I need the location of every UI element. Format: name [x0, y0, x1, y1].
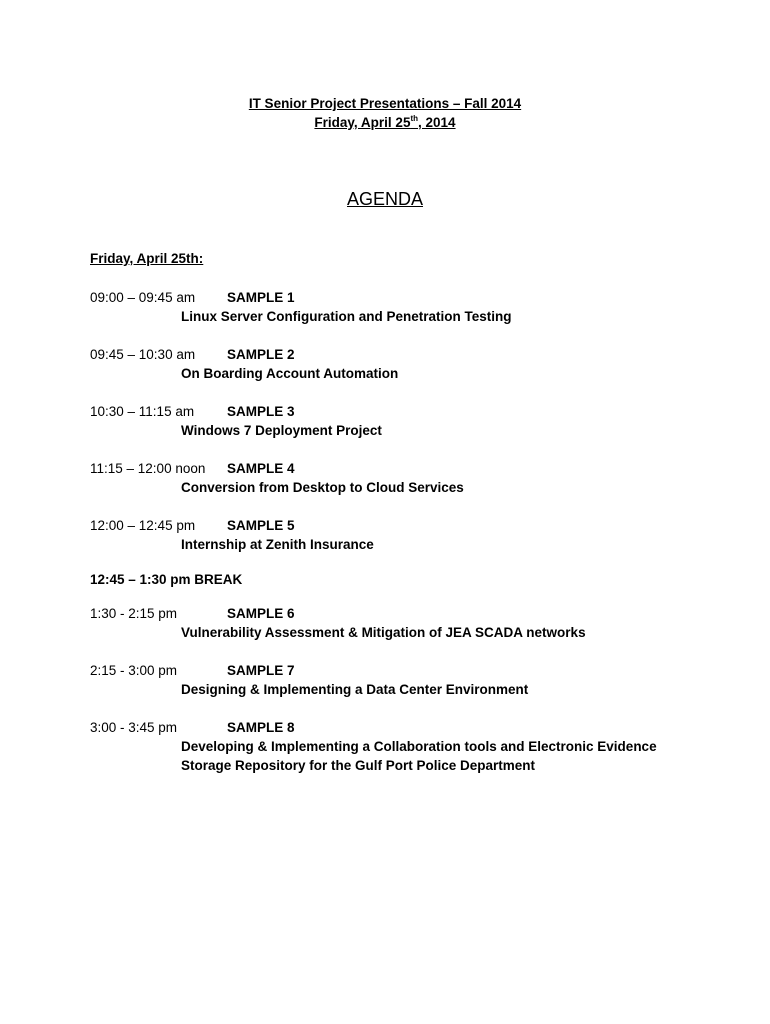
- session-sample: SAMPLE 1: [227, 290, 295, 305]
- agenda-title: AGENDA: [346, 189, 424, 209]
- session-time: 09:00 – 09:45 am: [90, 290, 196, 305]
- session-title: Developing & Implementing a Collaboration tools and Electronic Evidence: [181, 739, 657, 754]
- break-line: 12:45 – 1:30 pm BREAK: [90, 572, 243, 587]
- day-heading: Friday, April 25th:: [90, 251, 204, 266]
- session-sample: SAMPLE 8: [227, 720, 295, 735]
- session-title: Designing & Implementing a Data Center Environment: [181, 682, 529, 697]
- header-date-prefix: Friday, April 25: [314, 115, 411, 130]
- session-time: 2:15 - 3:00 pm: [90, 663, 178, 678]
- session-title: Internship at Zenith Insurance: [181, 537, 374, 552]
- session-sample: SAMPLE 7: [227, 663, 295, 678]
- session-title: On Boarding Account Automation: [181, 366, 399, 381]
- session-title-continued: Storage Repository for the Gulf Port Police Department: [181, 758, 536, 773]
- session-sample: SAMPLE 4: [227, 461, 295, 476]
- session-time: 09:45 – 10:30 am: [90, 347, 196, 362]
- session-sample: SAMPLE 3: [227, 404, 295, 419]
- session-title: Windows 7 Deployment Project: [181, 423, 382, 438]
- document-header: [0, 94, 770, 132]
- session-time: 12:00 – 12:45 pm: [90, 518, 196, 533]
- session-sample: SAMPLE 2: [227, 347, 295, 362]
- session-sample: SAMPLE 5: [227, 518, 295, 533]
- session-title: Vulnerability Assessment & Mitigation of JEA SCADA networks: [181, 625, 586, 640]
- header-date-year: , 2014: [418, 115, 456, 130]
- header-title: IT Senior Project Presentations – Fall 2014: [248, 96, 522, 111]
- session-title: Conversion from Desktop to Cloud Services: [181, 480, 464, 495]
- session-time: 1:30 - 2:15 pm: [90, 606, 178, 621]
- session-time: 3:00 - 3:45 pm: [90, 720, 178, 735]
- header-date-suffix-sup: th: [410, 114, 419, 123]
- session-sample: SAMPLE 6: [227, 606, 295, 621]
- header-date: [0, 113, 770, 132]
- session-time: 11:15 – 12:00 noon: [90, 461, 206, 476]
- session-title: Linux Server Configuration and Penetration Testing: [181, 309, 512, 324]
- session-time: 10:30 – 11:15 am: [90, 404, 195, 419]
